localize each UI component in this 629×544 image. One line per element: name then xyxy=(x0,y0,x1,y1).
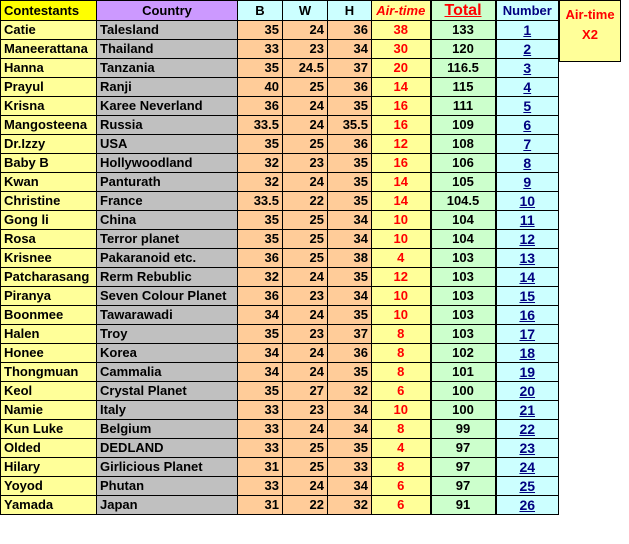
cell-b[interactable]: 33 xyxy=(238,420,283,439)
cell-contestant[interactable]: Gong li xyxy=(1,211,97,230)
cell-contestant[interactable]: Krisnee xyxy=(1,249,97,268)
header-b[interactable]: B xyxy=(238,1,283,21)
cell-number[interactable]: 21 xyxy=(496,401,559,420)
cell-contestant[interactable]: Krisna xyxy=(1,97,97,116)
cell-number[interactable]: 6 xyxy=(496,116,559,135)
cell-country[interactable]: Japan xyxy=(97,496,238,515)
cell-airtime[interactable]: 14 xyxy=(372,192,431,211)
cell-airtime[interactable]: 6 xyxy=(372,477,431,496)
table-row xyxy=(1,135,559,154)
header-w[interactable]: W xyxy=(283,1,328,21)
header-h[interactable]: H xyxy=(328,1,372,21)
cell-b[interactable]: 33.5 xyxy=(238,116,283,135)
cell-w[interactable]: 24 xyxy=(283,97,328,116)
table-row xyxy=(1,59,559,78)
cell-number[interactable]: 9 xyxy=(496,173,559,192)
cell-airtime[interactable]: 30 xyxy=(372,40,431,59)
header-airtime[interactable]: Air-time xyxy=(372,1,431,21)
cell-airtime[interactable]: 12 xyxy=(372,135,431,154)
cell-number[interactable]: 19 xyxy=(496,363,559,382)
cell-w[interactable]: 23 xyxy=(283,325,328,344)
cell-w[interactable]: 25 xyxy=(283,135,328,154)
cell-w[interactable]: 24 xyxy=(283,173,328,192)
cell-w[interactable]: 24 xyxy=(283,420,328,439)
cell-contestant[interactable]: Piranya xyxy=(1,287,97,306)
cell-airtime[interactable]: 6 xyxy=(372,496,431,515)
cell-country[interactable]: Italy xyxy=(97,401,238,420)
cell-total[interactable]: 103 xyxy=(431,287,496,306)
table-row xyxy=(1,78,559,97)
cell-airtime[interactable]: 16 xyxy=(372,154,431,173)
cell-h[interactable]: 33 xyxy=(328,458,372,477)
cell-country[interactable]: USA xyxy=(97,135,238,154)
cell-b[interactable]: 31 xyxy=(238,458,283,477)
note-line2: X2 xyxy=(582,27,598,42)
cell-contestant[interactable]: Prayul xyxy=(1,78,97,97)
cell-h[interactable]: 34 xyxy=(328,401,372,420)
table-row xyxy=(1,382,559,401)
cell-h[interactable]: 34 xyxy=(328,211,372,230)
cell-b[interactable]: 35 xyxy=(238,325,283,344)
cell-country[interactable]: Talesland xyxy=(97,21,238,40)
cell-airtime[interactable]: 8 xyxy=(372,363,431,382)
cell-country[interactable]: Russia xyxy=(97,116,238,135)
cell-airtime[interactable]: 4 xyxy=(372,439,431,458)
cell-total[interactable]: 105 xyxy=(431,173,496,192)
cell-country[interactable]: Phutan xyxy=(97,477,238,496)
cell-w[interactable]: 24 xyxy=(283,477,328,496)
cell-b[interactable]: 32 xyxy=(238,173,283,192)
cell-airtime[interactable]: 8 xyxy=(372,420,431,439)
cell-w[interactable]: 25 xyxy=(283,439,328,458)
cell-h[interactable]: 34 xyxy=(328,477,372,496)
cell-b[interactable]: 35 xyxy=(238,21,283,40)
cell-h[interactable]: 35 xyxy=(328,439,372,458)
cell-number[interactable]: 2 xyxy=(496,40,559,59)
cell-h[interactable]: 34 xyxy=(328,230,372,249)
cell-country[interactable]: Girlicious Planet xyxy=(97,458,238,477)
cell-contestant[interactable]: Baby B xyxy=(1,154,97,173)
cell-w[interactable]: 25 xyxy=(283,458,328,477)
header-contestants[interactable]: Contestants xyxy=(1,1,97,21)
cell-h[interactable]: 35 xyxy=(328,154,372,173)
cell-number[interactable]: 20 xyxy=(496,382,559,401)
table-row xyxy=(1,458,559,477)
cell-airtime[interactable]: 10 xyxy=(372,306,431,325)
cell-airtime[interactable]: 8 xyxy=(372,325,431,344)
cell-h[interactable]: 37 xyxy=(328,59,372,78)
table-row xyxy=(1,363,559,382)
cell-total[interactable]: 101 xyxy=(431,363,496,382)
cell-b[interactable]: 36 xyxy=(238,97,283,116)
table-row xyxy=(1,420,559,439)
cell-b[interactable]: 34 xyxy=(238,363,283,382)
cell-h[interactable]: 34 xyxy=(328,40,372,59)
cell-h[interactable]: 35 xyxy=(328,173,372,192)
cell-total[interactable]: 120 xyxy=(431,40,496,59)
cell-number[interactable]: 25 xyxy=(496,477,559,496)
cell-country[interactable]: Tanzania xyxy=(97,59,238,78)
cell-number[interactable]: 7 xyxy=(496,135,559,154)
cell-total[interactable]: 103 xyxy=(431,268,496,287)
cell-airtime[interactable]: 8 xyxy=(372,344,431,363)
cell-total[interactable]: 100 xyxy=(431,401,496,420)
cell-number[interactable]: 13 xyxy=(496,249,559,268)
cell-w[interactable]: 23 xyxy=(283,154,328,173)
cell-contestant[interactable]: Christine xyxy=(1,192,97,211)
cell-total[interactable]: 97 xyxy=(431,477,496,496)
cell-total[interactable]: 103 xyxy=(431,306,496,325)
cell-w[interactable]: 22 xyxy=(283,192,328,211)
cell-number[interactable]: 4 xyxy=(496,78,559,97)
cell-h[interactable]: 34 xyxy=(328,420,372,439)
cell-airtime[interactable]: 12 xyxy=(372,268,431,287)
cell-country[interactable]: China xyxy=(97,211,238,230)
table-row xyxy=(1,21,559,40)
cell-total[interactable]: 103 xyxy=(431,325,496,344)
cell-b[interactable]: 34 xyxy=(238,306,283,325)
cell-number[interactable]: 10 xyxy=(496,192,559,211)
cell-contestant[interactable]: Mangosteena xyxy=(1,116,97,135)
cell-country[interactable]: Thailand xyxy=(97,40,238,59)
cell-number[interactable]: 8 xyxy=(496,154,559,173)
cell-w[interactable]: 27 xyxy=(283,382,328,401)
cell-b[interactable]: 35 xyxy=(238,382,283,401)
cell-airtime[interactable]: 6 xyxy=(372,382,431,401)
cell-total[interactable]: 115 xyxy=(431,78,496,97)
cell-airtime[interactable]: 38 xyxy=(372,21,431,40)
note-line1: Air-time xyxy=(565,7,615,22)
cell-airtime[interactable]: 14 xyxy=(372,78,431,97)
header-number[interactable]: Number xyxy=(496,1,559,21)
cell-country[interactable]: France xyxy=(97,192,238,211)
cell-contestant[interactable]: Namie xyxy=(1,401,97,420)
cell-w[interactable]: 23 xyxy=(283,287,328,306)
cell-airtime[interactable]: 8 xyxy=(372,458,431,477)
cell-airtime[interactable]: 10 xyxy=(372,211,431,230)
table-row xyxy=(1,40,559,59)
table-row xyxy=(1,344,559,363)
cell-contestant[interactable]: Boonmee xyxy=(1,306,97,325)
cell-b[interactable]: 34 xyxy=(238,344,283,363)
cell-number[interactable]: 17 xyxy=(496,325,559,344)
cell-h[interactable]: 36 xyxy=(328,344,372,363)
cell-h[interactable]: 36 xyxy=(328,135,372,154)
cell-b[interactable]: 35 xyxy=(238,135,283,154)
cell-h[interactable]: 38 xyxy=(328,249,372,268)
cell-h[interactable]: 35 xyxy=(328,192,372,211)
cell-total[interactable]: 106 xyxy=(431,154,496,173)
cell-w[interactable]: 25 xyxy=(283,78,328,97)
cell-number[interactable]: 22 xyxy=(496,420,559,439)
cell-total[interactable]: 102 xyxy=(431,344,496,363)
cell-w[interactable]: 24 xyxy=(283,306,328,325)
cell-total[interactable]: 111 xyxy=(431,97,496,116)
cell-total[interactable]: 97 xyxy=(431,439,496,458)
cell-airtime[interactable]: 20 xyxy=(372,59,431,78)
cell-w[interactable]: 25 xyxy=(283,230,328,249)
table-row xyxy=(1,325,559,344)
table-row xyxy=(1,154,559,173)
table-row xyxy=(1,439,559,458)
cell-country[interactable]: Troy xyxy=(97,325,238,344)
cell-number[interactable]: 3 xyxy=(496,59,559,78)
table-row xyxy=(1,192,559,211)
cell-country[interactable]: Karee Neverland xyxy=(97,97,238,116)
cell-airtime[interactable]: 10 xyxy=(372,401,431,420)
cell-b[interactable]: 33.5 xyxy=(238,192,283,211)
cell-b[interactable]: 33 xyxy=(238,439,283,458)
cell-contestant[interactable]: Rosa xyxy=(1,230,97,249)
cell-h[interactable]: 34 xyxy=(328,287,372,306)
cell-country[interactable]: Ranji xyxy=(97,78,238,97)
cell-h[interactable]: 32 xyxy=(328,496,372,515)
cell-contestant[interactable]: Dr.Izzy xyxy=(1,135,97,154)
cell-b[interactable]: 32 xyxy=(238,268,283,287)
cell-b[interactable]: 35 xyxy=(238,230,283,249)
cell-contestant[interactable]: Yamada xyxy=(1,496,97,515)
table-row xyxy=(1,268,559,287)
cell-country[interactable]: Crystal Planet xyxy=(97,382,238,401)
cell-contestant[interactable]: Yoyod xyxy=(1,477,97,496)
table-row xyxy=(1,477,559,496)
cell-h[interactable]: 35 xyxy=(328,268,372,287)
table-row xyxy=(1,496,559,515)
cell-country[interactable]: Tawarawadi xyxy=(97,306,238,325)
cell-w[interactable]: 24 xyxy=(283,268,328,287)
table-row xyxy=(1,249,559,268)
cell-h[interactable]: 36 xyxy=(328,21,372,40)
table-row xyxy=(1,401,559,420)
header-country[interactable]: Country xyxy=(97,1,238,21)
table-row xyxy=(1,306,559,325)
cell-total[interactable]: 133 xyxy=(431,21,496,40)
cell-w[interactable]: 23 xyxy=(283,40,328,59)
cell-contestant[interactable]: Hilary xyxy=(1,458,97,477)
table-row xyxy=(1,287,559,306)
cell-w[interactable]: 24 xyxy=(283,344,328,363)
cell-w[interactable]: 22 xyxy=(283,496,328,515)
table-row xyxy=(1,116,559,135)
cell-w[interactable]: 24 xyxy=(283,363,328,382)
cell-w[interactable]: 24.5 xyxy=(283,59,328,78)
table-row xyxy=(1,97,559,116)
cell-number[interactable]: 11 xyxy=(496,211,559,230)
cell-w[interactable]: 25 xyxy=(283,249,328,268)
cell-country[interactable]: Rerm Rebublic xyxy=(97,268,238,287)
cell-airtime[interactable]: 4 xyxy=(372,249,431,268)
cell-contestant[interactable]: Honee xyxy=(1,344,97,363)
airtime-note[interactable] xyxy=(559,0,621,62)
cell-total[interactable]: 104 xyxy=(431,211,496,230)
cell-h[interactable]: 35 xyxy=(328,363,372,382)
cell-country[interactable]: Pakaranoid etc. xyxy=(97,249,238,268)
cell-total[interactable]: 100 xyxy=(431,382,496,401)
header-total[interactable]: Total xyxy=(431,1,496,21)
cell-contestant[interactable]: Hanna xyxy=(1,59,97,78)
cell-country[interactable]: Korea xyxy=(97,344,238,363)
cell-country[interactable]: Seven Colour Planet xyxy=(97,287,238,306)
table-row xyxy=(1,211,559,230)
cell-country[interactable]: Belgium xyxy=(97,420,238,439)
cell-h[interactable]: 35 xyxy=(328,97,372,116)
cell-h[interactable]: 35 xyxy=(328,306,372,325)
cell-number[interactable]: 12 xyxy=(496,230,559,249)
cell-total[interactable]: 91 xyxy=(431,496,496,515)
cell-h[interactable]: 35.5 xyxy=(328,116,372,135)
cell-h[interactable]: 32 xyxy=(328,382,372,401)
cell-airtime[interactable]: 10 xyxy=(372,287,431,306)
cell-contestant[interactable]: Patcharasang xyxy=(1,268,97,287)
header-row xyxy=(1,1,559,21)
cell-h[interactable]: 36 xyxy=(328,78,372,97)
cell-b[interactable]: 36 xyxy=(238,287,283,306)
cell-number[interactable]: 18 xyxy=(496,344,559,363)
cell-number[interactable]: 1 xyxy=(496,21,559,40)
table-row xyxy=(1,173,559,192)
cell-number[interactable]: 14 xyxy=(496,268,559,287)
cell-airtime[interactable]: 16 xyxy=(372,97,431,116)
cell-contestant[interactable]: Kun Luke xyxy=(1,420,97,439)
cell-b[interactable]: 33 xyxy=(238,401,283,420)
cell-country[interactable]: Hollywoodland xyxy=(97,154,238,173)
cell-airtime[interactable]: 14 xyxy=(372,173,431,192)
cell-total[interactable]: 108 xyxy=(431,135,496,154)
cell-w[interactable]: 24 xyxy=(283,116,328,135)
cell-w[interactable]: 23 xyxy=(283,401,328,420)
cell-number[interactable]: 23 xyxy=(496,439,559,458)
table-row xyxy=(1,230,559,249)
cell-b[interactable]: 32 xyxy=(238,154,283,173)
cell-b[interactable]: 31 xyxy=(238,496,283,515)
cell-country[interactable]: Cammalia xyxy=(97,363,238,382)
cell-contestant[interactable]: Thongmuan xyxy=(1,363,97,382)
cell-country[interactable]: DEDLAND xyxy=(97,439,238,458)
cell-w[interactable]: 25 xyxy=(283,211,328,230)
cell-number[interactable]: 16 xyxy=(496,306,559,325)
cell-b[interactable]: 40 xyxy=(238,78,283,97)
cell-airtime[interactable]: 16 xyxy=(372,116,431,135)
cell-country[interactable]: Panturath xyxy=(97,173,238,192)
cell-contestant[interactable]: Kwan xyxy=(1,173,97,192)
cell-number[interactable]: 5 xyxy=(496,97,559,116)
cell-airtime[interactable]: 10 xyxy=(372,230,431,249)
cell-h[interactable]: 37 xyxy=(328,325,372,344)
cell-contestant[interactable]: Maneerattana xyxy=(1,40,97,59)
cell-b[interactable]: 35 xyxy=(238,211,283,230)
cell-total[interactable]: 104 xyxy=(431,230,496,249)
cell-total[interactable]: 116.5 xyxy=(431,59,496,78)
cell-contestant[interactable]: Catie xyxy=(1,21,97,40)
cell-b[interactable]: 33 xyxy=(238,477,283,496)
cell-contestant[interactable]: Keol xyxy=(1,382,97,401)
cell-number[interactable]: 26 xyxy=(496,496,559,515)
cell-contestant[interactable]: Olded xyxy=(1,439,97,458)
cell-total[interactable]: 97 xyxy=(431,458,496,477)
cell-number[interactable]: 15 xyxy=(496,287,559,306)
cell-b[interactable]: 36 xyxy=(238,249,283,268)
cell-total[interactable]: 99 xyxy=(431,420,496,439)
cell-b[interactable]: 33 xyxy=(238,40,283,59)
cell-total[interactable]: 109 xyxy=(431,116,496,135)
cell-country[interactable]: Terror planet xyxy=(97,230,238,249)
cell-w[interactable]: 24 xyxy=(283,21,328,40)
cell-total[interactable]: 104.5 xyxy=(431,192,496,211)
cell-contestant[interactable]: Halen xyxy=(1,325,97,344)
cell-b[interactable]: 35 xyxy=(238,59,283,78)
cell-number[interactable]: 24 xyxy=(496,458,559,477)
cell-total[interactable]: 103 xyxy=(431,249,496,268)
